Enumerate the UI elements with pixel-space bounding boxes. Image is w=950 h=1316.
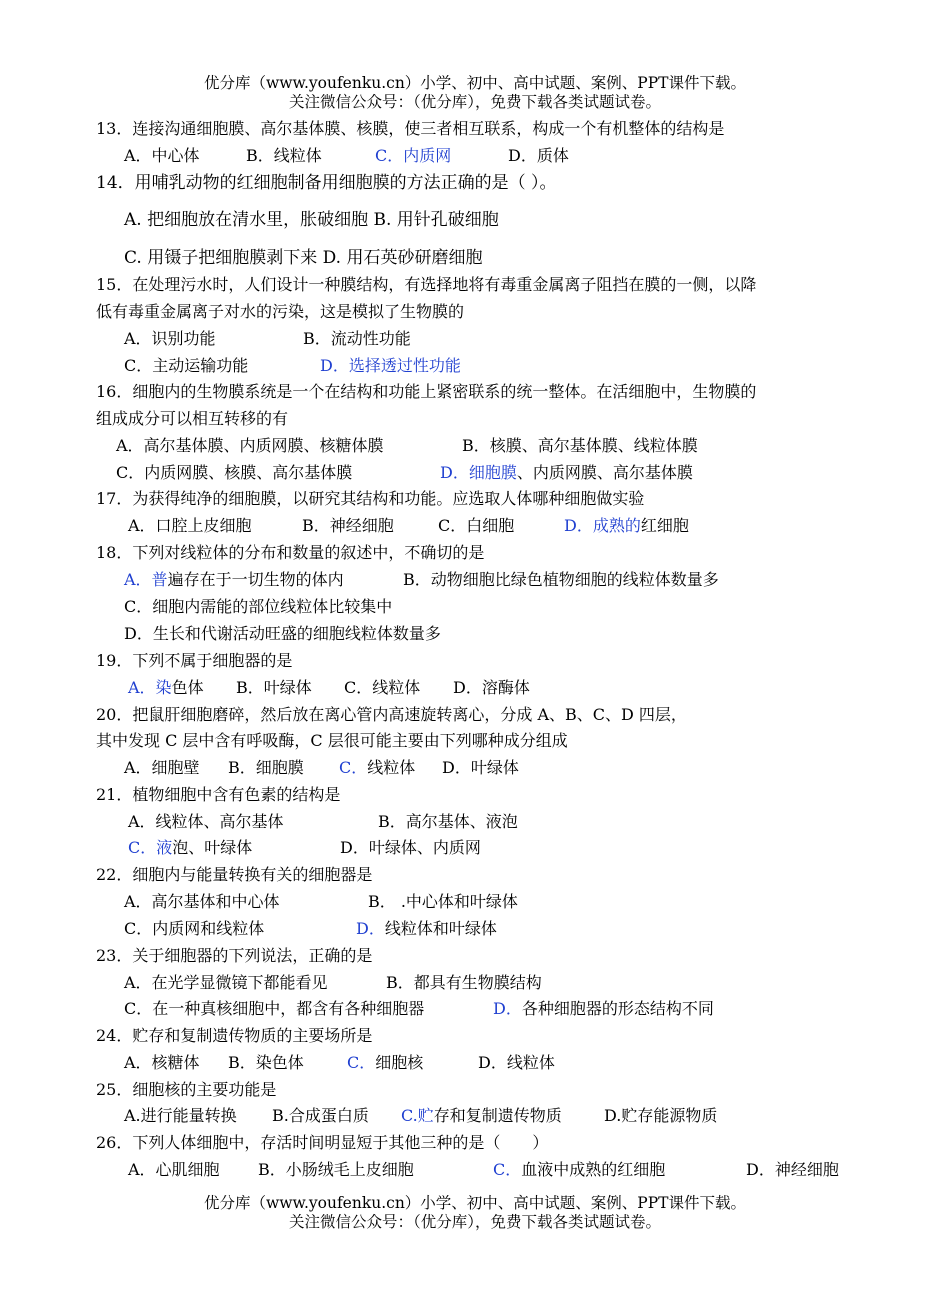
q22-option-d (356, 919, 497, 939)
question-14-stem: 14．用哺乳动物的红细胞制备用细胞膜的方法正确的是（ ）。 (96, 173, 557, 193)
question-18-stem: 18．下列对线粒体的分布和数量的叙述中，不确切的是 (96, 543, 485, 562)
q22-option-c: C．内质网和线粒体 (124, 919, 265, 938)
q14-options-cd: C. 用镊子把细胞膜剥下来 D. 用石英砂研磨细胞 (124, 248, 483, 268)
q21-option-c (128, 838, 252, 858)
q25-option-a: A.进行能量转换 (124, 1106, 237, 1125)
q24-option-c-rest: 细胞核 (375, 1053, 424, 1072)
q22-option-d-marked: D． (356, 919, 385, 938)
question-13-stem: 13．连接沟通细胞膜、高尔基体膜、核膜，使三者相互联系，构成一个有机整体的结构是 (96, 119, 725, 138)
question-21-stem: 21．植物细胞中含有色素的结构是 (96, 785, 341, 804)
q24-option-d: D．线粒体 (478, 1053, 555, 1072)
q18-option-c: C．细胞内需能的部位线粒体比较集中 (124, 597, 393, 616)
q26-option-b: B．小肠绒毛上皮细胞 (258, 1160, 414, 1179)
q22-option-b: B． .中心体和叶绿体 (368, 892, 518, 911)
question-16-stem-2: 组成成分可以相互转移的有 (96, 409, 289, 428)
q15-option-d: D．选择透过性功能 (320, 356, 461, 375)
question-23-stem: 23．关于细胞器的下列说法，正确的是 (96, 946, 373, 965)
question-16-stem-1: 16．细胞内的生物膜系统是一个在结构和功能上紧密联系的统一整体。在活细胞中，生物膜的 (96, 382, 757, 401)
q19-option-d: D．溶酶体 (453, 678, 530, 697)
q24-option-b: B．染色体 (228, 1053, 304, 1072)
question-25-stem: 25．细胞核的主要功能是 (96, 1080, 277, 1099)
q23-option-d (493, 999, 714, 1019)
q25-option-c (401, 1106, 562, 1126)
q15-option-c: C．主动运输功能 (124, 356, 249, 375)
q21-option-c-rest: 泡、叶绿体 (172, 838, 253, 857)
footer-line-1: 优分库（www.youfenku.cn）小学、初中、高中试题、案例、PPT课件下载。 (203, 1194, 747, 1212)
q23-option-c: C．在一种真核细胞中，都含有各种细胞器 (124, 999, 425, 1018)
question-20-stem-1: 20．把鼠肝细胞磨碎，然后放在离心管内高速旋转离心，分成 A、B、C、D 四层， (96, 705, 687, 724)
q25-option-c-rest: 存和复制遗传物质 (433, 1106, 562, 1125)
q13-option-b: B．线粒体 (246, 146, 322, 165)
q18-option-b: B．动物细胞比绿色植物细胞的线粒体数量多 (403, 570, 719, 589)
q15-option-a: A．识别功能 (124, 329, 216, 348)
q23-option-a: A．在光学显微镜下都能看见 (124, 973, 328, 992)
question-24-stem: 24．贮存和复制遗传物质的主要场所是 (96, 1026, 373, 1045)
q22-option-d-rest: 线粒体和叶绿体 (384, 919, 497, 938)
q20-option-b: B．细胞膜 (228, 758, 304, 777)
q19-option-a (128, 678, 204, 698)
q20-option-d: D．叶绿体 (442, 758, 519, 777)
q18-option-a-rest: 遍存在于一切生物的体内 (167, 570, 344, 589)
question-19-stem: 19．下列不属于细胞器的是 (96, 651, 293, 670)
q20-option-c (339, 758, 415, 778)
footer-line-2: 关注微信公众号：（优分库），免费下载各类试题试卷。 (288, 1213, 661, 1231)
q16-option-a: A．高尔基体膜、内质网膜、核糖体膜 (116, 436, 384, 455)
q13-option-d: D．质体 (508, 146, 569, 165)
q17-option-b: B．神经细胞 (302, 516, 394, 535)
q24-option-c (347, 1053, 423, 1073)
q18-option-a (124, 570, 344, 590)
q26-option-a: A．心肌细胞 (128, 1160, 220, 1179)
question-15-stem-2: 低有毒重金属离子对水的污染，这是模拟了生物膜的 (96, 302, 465, 321)
q21-option-a: A．线粒体、高尔基体 (128, 812, 284, 831)
q16-option-b: B．核膜、高尔基体膜、线粒体膜 (462, 436, 698, 455)
q16-option-c: C．内质网膜、核膜、高尔基体膜 (116, 463, 353, 482)
q16-option-d (440, 463, 693, 483)
q23-option-d-marked: D． (493, 999, 522, 1018)
q13-option-c: C．内质网 (375, 146, 452, 165)
q24-option-a: A．核糖体 (124, 1053, 200, 1072)
q26-option-d: D．神经细胞 (746, 1160, 839, 1179)
question-20-stem-2: 其中发现 C 层中含有呼吸酶，C 层很可能主要由下列哪种成分组成 (96, 731, 568, 750)
question-15-stem-1: 15．在处理污水时，人们设计一种膜结构，有选择地将有毒重金属离子阻挡在膜的一侧，以降 (96, 275, 757, 294)
q21-option-d: D．叶绿体、内质网 (340, 838, 481, 857)
q25-option-b: B.合成蛋白质 (272, 1106, 369, 1125)
question-26-stem: 26．下列人体细胞中，存活时间明显短于其他三种的是（ ） (96, 1133, 549, 1152)
q17-option-d-rest: 红细胞 (640, 516, 689, 535)
q13-option-a: A．中心体 (124, 146, 200, 165)
q26-option-c-rest: 血液中成熟的红细胞 (521, 1160, 666, 1179)
q23-option-d-rest: 各种细胞器的形态结构不同 (521, 999, 714, 1018)
q16-option-d-rest: 、内质网膜、高尔基体膜 (516, 463, 693, 482)
q19-option-a-marked: A．染 (128, 678, 172, 697)
q20-option-a: A．细胞壁 (124, 758, 200, 777)
question-17-stem: 17．为获得纯净的细胞膜，以研究其结构和功能。应选取人体哪种细胞做实验 (96, 489, 645, 508)
q16-option-d-marked: D．细胞膜 (440, 463, 517, 482)
q17-option-c: C．白细胞 (438, 516, 515, 535)
q25-option-d: D.贮存能源物质 (604, 1106, 718, 1125)
q19-option-b: B．叶绿体 (236, 678, 312, 697)
question-22-stem: 22．细胞内与能量转换有关的细胞器是 (96, 865, 373, 884)
q17-option-a: A．口腔上皮细胞 (128, 516, 252, 535)
q24-option-c-marked: C． (347, 1053, 376, 1072)
q19-option-c: C．线粒体 (344, 678, 421, 697)
q15-option-b: B．流动性功能 (303, 329, 411, 348)
q14-options-ab: A. 把细胞放在清水里，胀破细胞 B. 用针孔破细胞 (124, 210, 499, 230)
header-line-2: 关注微信公众号：（优分库），免费下载各类试题试卷。 (288, 93, 661, 111)
q26-option-c (493, 1160, 665, 1180)
header-line-1: 优分库（www.youfenku.cn）小学、初中、高中试题、案例、PPT课件下载。 (203, 74, 747, 92)
q19-option-a-rest: 色体 (171, 678, 204, 697)
q25-option-c-marked: C.贮 (401, 1106, 434, 1125)
q26-option-c-marked: C． (493, 1160, 522, 1179)
q23-option-b: B．都具有生物膜结构 (386, 973, 542, 992)
q17-option-d (564, 516, 689, 536)
q20-option-c-marked: C． (339, 758, 368, 777)
q21-option-b: B．高尔基体、液泡 (378, 812, 518, 831)
q21-option-c-marked: C．液 (128, 838, 173, 857)
q17-option-d-marked: D．成熟的 (564, 516, 641, 535)
q18-option-d: D．生长和代谢活动旺盛的细胞线粒体数量多 (124, 624, 441, 643)
q18-option-a-marked: A．普 (124, 570, 168, 589)
q20-option-c-rest: 线粒体 (367, 758, 416, 777)
q22-option-a: A．高尔基体和中心体 (124, 892, 280, 911)
